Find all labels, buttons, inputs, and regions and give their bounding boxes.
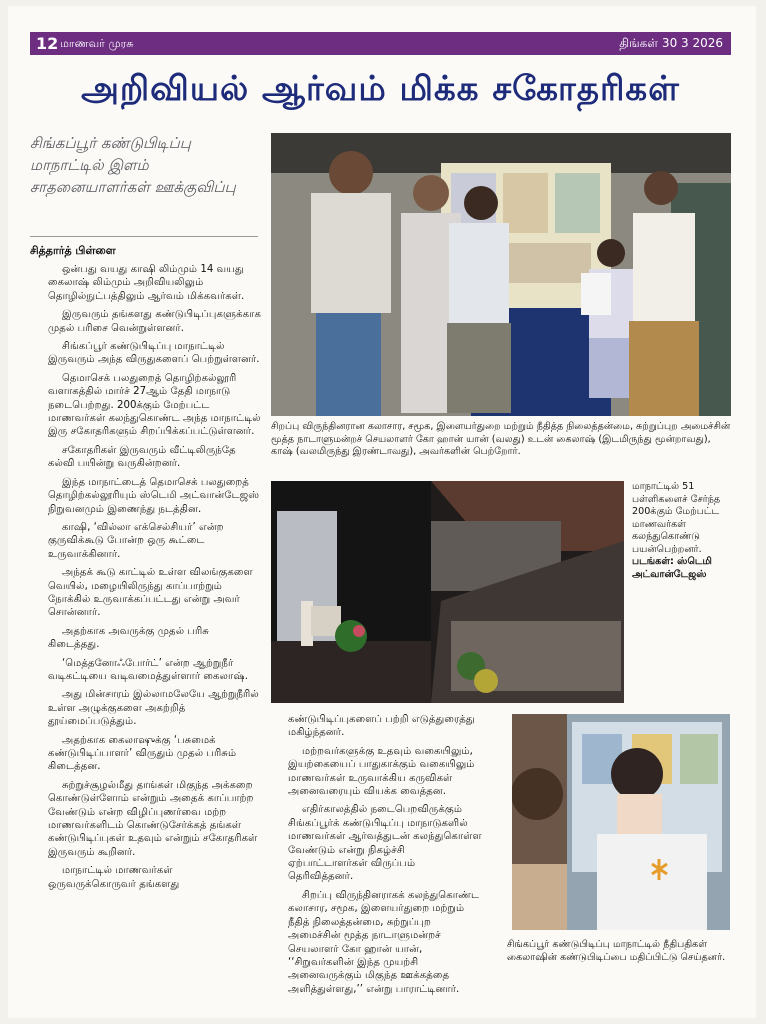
paragraph: இருவரும் தங்களது கண்டுபிடிப்புகளுக்காக முதல் பரிசை வென்றுள்ளனர். <box>48 309 261 334</box>
paragraph: இந்த மாநாட்டைத் தெமாசெக் பலதுறைத் தொழிற்கல்லூரியும் ஸ்டெமி அட்வான்டேஜஸ் நிறுவனமும் இணைந்து நடத்தின. <box>48 476 260 515</box>
photo-credit: படங்கள்: ஸ்டெமி அட்வான்டேஜஸ் <box>632 556 713 580</box>
paragraph: சிங்கப்பூர் கண்டுபிடிப்பு மாநாட்டில் இருவரும் அந்த விருதுகளைப் பெற்றுள்ளனர். <box>48 341 260 366</box>
byline-divider <box>30 236 258 237</box>
masthead-bar <box>30 32 731 55</box>
headline: அறிவியல் ஆர்வம் மிக்க சகோதரிகள் <box>81 69 680 109</box>
photo-award-group <box>271 133 731 416</box>
paragraph: கண்டுபிடிப்புகளைப் பற்றி எடுத்துரைத்து மகிழ்ந்தனர். <box>288 714 475 739</box>
photo-caption: சிங்கப்பூர் கண்டுபிடிப்பு மாநாட்டில் நீதிபதிகள் கைலாஷின் கண்டுபிடிப்பை மதிப்பிட்டு செய்தனர். <box>507 939 726 963</box>
paragraph: எதிர்காலத்தில் நடைபெறவிருக்கும் சிங்கப்பூர்க் கண்டுபிடிப்பு மாநாடுகளில் மாணவர்கள் ஆர்வத்துடன் கலந்துகொள்ள வேண்டும் என்று நிகழ்ச்சி ஏற்பாட்டாளர்கள் விருப்பம் தெரிவித்தனர். <box>288 804 482 883</box>
issue-date: திங்கள் 30 3 2026 <box>619 36 723 50</box>
paragraph: மாநாட்டில் மாணவர்கள் ஒருவருக்கொருவர் தங்களது <box>48 865 180 890</box>
paragraph: அது மின்சாரம் இல்லாமலேயே ஆற்றுநீரில் உள்ள அழுக்குகளை அகற்றித் தூய்மைப்படுத்தும். <box>48 689 259 728</box>
paper-name: மாணவர் முரசு <box>60 37 134 50</box>
paragraph: அந்தக் கூடு காட்டில் உள்ள விலங்குகளை வெயில், மழையிலிருந்து காப்பாற்றும் நோக்கில் உருவாக்கப்பட்டது என்று அவர் சொன்னார். <box>48 567 253 619</box>
paragraph: காஷி, ‘வில்லா எக்செல்சியர்’ என்ற குருவிக்கூடு போன்ற ஒரு கூட்டை உருவாக்கினார். <box>48 521 224 560</box>
article-column-1 <box>48 263 262 896</box>
photo-judging <box>512 714 730 930</box>
photo-caption-side: மாநாட்டில் 51 பள்ளிகளைச் சேர்ந்த 200க்கும் மேற்பட்ட மாணவர்கள் கலந்துகொண்டு பயன்பெற்றனர். படங்கள்: ஸ்டெமி அட்வான்டேஜஸ் <box>632 481 732 581</box>
paragraph: மற்றவர்களுக்கு உதவும் வகையிலும், இயற்கையைப் பாதுகாக்கும் வகையிலும் மாணவர்கள் உருவாக்கிய கருவிகள் அனைவரையும் வியக்க வைத்தன. <box>288 745 475 798</box>
paragraph: ஒன்பது வயது காஷி லிம்மும் 14 வயது கைலாஷ் லிம்மும் அறிவியலிலும் தொழில்நுட்பத்திலும் ஆர்வம் மிக்கவர்கள். <box>48 264 245 302</box>
photo-auditorium <box>271 481 624 703</box>
paragraph: சகோதரிகள் இருவரும் வீட்டிலிருந்தே கல்வி பயின்று வருகின்றனர். <box>48 444 236 470</box>
paragraph: ‘மெத்தனோஃபோர்ட்’ என்ற ஆற்றுநீர் வடிகட்டியை வடிவமைத்துள்ளார் கைலாஷ். <box>48 657 248 682</box>
byline: சித்தார்த் பிள்ளை <box>30 244 116 257</box>
subheadline: சிங்கப்பூர் கண்டுபிடிப்பு மாநாட்டில் இளம் சாதனையாளர்கள் ஊக்குவிப்பு <box>30 134 236 196</box>
page-number: 12 <box>36 34 59 53</box>
paragraph: தெமாசெக் பலதுறைத் தொழிற்கல்லூரி வளாகத்தில் மார்ச் 27ஆம் தேதி மாநாடு நடைபெற்றது. 200க்கும் மேற்பட்ட மாணவர்கள் கலந்துகொண்ட அந்த மாநாட்டில் இரு சகோதரிகளும் சிறப்பிக்கப்பட்டுள்ளனர். <box>48 372 261 438</box>
photo-caption: சிறப்பு விருந்தினரான கலாசார, சமூக, இளையர்துறை மற்றும் நீதித்த நிலைத்தன்மை, சுற்றுப்புற அமைச்சின் மூத்த நாடாளுமன்றச் செயலாளர் கோ ஹான் யான் (வலது) உடன் கைலாஷ் (இடமிருந்து மூன்றாவது), காஷ் (வலமிருந்து இரண்டாவது), அவர்களின் பெற்றோர். <box>271 421 731 457</box>
paragraph: அதற்காக கைலாஷுக்கு ‘பசுமைக் கண்டுபிடிப்பாளர்’ விருதும் முதல் பரிசும் கிடைத்தன. <box>48 734 237 773</box>
paragraph: சிறப்பு விருந்தினராகக் கலந்துகொண்ட கலாசார, சமூக, இளையர்துறை மற்றும் நீதித் நிலைத்தன்மை, சுற்றுப்புற அமைச்சின் மூத்த நாடாளுமன்றச் செயலாளர் கோ ஹான் யான், ‘‘சிறுவர்களின் இந்த முயற்சி அனைவருக்கும் மிகுந்த ஊக்கத்தை அளித்துள்ளது,’’ என்று பாராட்டினார். <box>288 889 480 995</box>
paragraph: அதற்காக அவருக்கு முதல் பரிசு கிடைத்தது. <box>48 625 209 651</box>
paragraph: சுற்றுச்சூழல்மீது தாங்கள் மிகுந்த அக்கறை கொண்டுள்ளோம் என்றும் அதைக் காப்பாற்ற வேண்டும் என்ற விழிப்புணர்வை மற்ற மாணவர்களிடம் கொண்டுசேர்க்கத் தங்கள் கண்டுபிடிப்புகள் உதவும் என்றும் சகோதரிகள் இருவரும் கூறினர். <box>48 779 258 858</box>
article-column-2 <box>288 713 482 1001</box>
